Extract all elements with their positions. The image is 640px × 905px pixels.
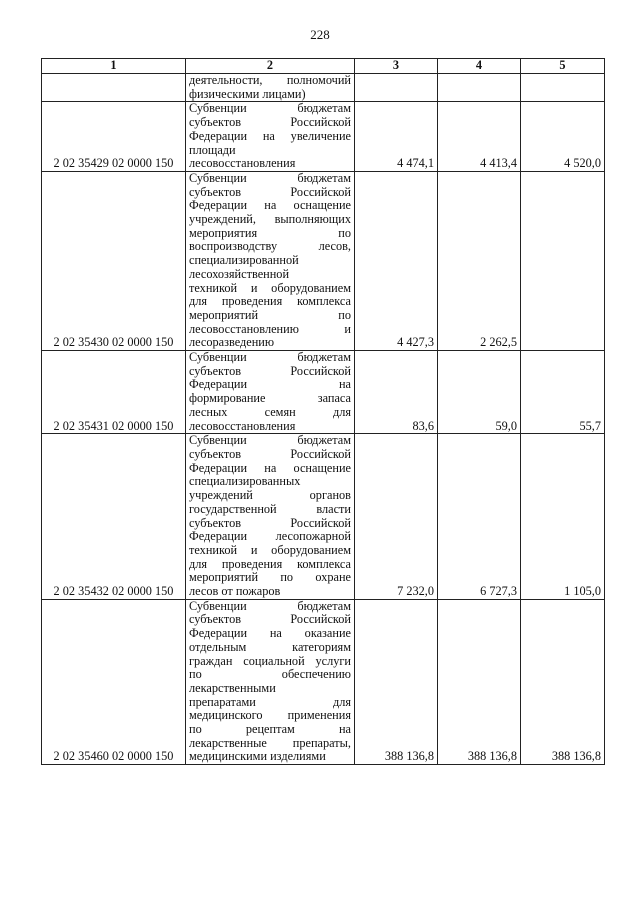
amount-column-3: 388 136,8 (355, 599, 438, 764)
income-description (186, 171, 355, 350)
description-line: лесовосстановлению и (189, 321, 351, 336)
description-line: лесохозяйственной (189, 266, 290, 281)
description-line: деятельности, полномочий (189, 73, 351, 87)
description-line: Федерации на оказание (189, 626, 351, 641)
amount-column-5: 55,7 (521, 351, 605, 434)
description-line: учреждений, выполняющих (189, 212, 351, 227)
description-line: учреждений органов (189, 488, 351, 503)
description-line: для проведения комплекса (189, 294, 351, 309)
description-line: препаратами для (189, 694, 351, 709)
table-row (42, 434, 605, 599)
amount-column-3: 4 474,1 (355, 102, 438, 172)
description-line: государственной власти (189, 501, 351, 516)
budget-code: 2 02 35460 02 0000 150 (42, 599, 186, 764)
description-line: техникой и оборудованием (189, 280, 351, 295)
amount-column-4: 2 262,5 (438, 171, 521, 350)
column-header-5: 5 (521, 59, 605, 74)
description-line: медицинскими изделиями (189, 749, 326, 764)
table-row (42, 351, 605, 434)
table-row (42, 102, 605, 172)
description-line: субъектов Российской (189, 446, 351, 461)
table-row (42, 599, 605, 764)
amount-column-3: 83,6 (355, 351, 438, 434)
income-description (186, 434, 355, 599)
description-line: лесов от пожаров (189, 584, 281, 599)
description-line: медицинского применения (189, 708, 351, 723)
column-header-4: 4 (438, 59, 521, 74)
description-line: мероприятий по охране (189, 570, 351, 585)
budget-code: 2 02 35431 02 0000 150 (42, 351, 186, 434)
description-line: Федерации на оснащение (189, 198, 351, 213)
budget-code: 2 02 35429 02 0000 150 (42, 102, 186, 172)
description-line: граждан социальной услуги (189, 653, 351, 668)
description-line: лесовосстановления (189, 156, 296, 171)
description-line: Субвенции бюджетам (189, 433, 351, 448)
description-line: для проведения комплекса (189, 556, 351, 571)
budget-code: 2 02 35430 02 0000 150 (42, 171, 186, 350)
income-description (186, 351, 355, 434)
description-line: субъектов Российской (189, 612, 351, 627)
table-row (42, 171, 605, 350)
amount-column-3: 7 232,0 (355, 434, 438, 599)
description-line: субъектов Российской (189, 115, 351, 130)
description-line: субъектов Российской (189, 515, 351, 530)
amount-column-5 (521, 171, 605, 350)
description-line: Субвенции бюджетам (189, 101, 351, 116)
description-line: Субвенции бюджетам (189, 350, 351, 365)
description-line: специализированной (189, 253, 299, 268)
amount-column-3: 4 427,3 (355, 171, 438, 350)
income-description (186, 74, 355, 102)
amount-column-5 (521, 74, 605, 102)
description-line: по обеспечению (189, 667, 351, 682)
description-line: Субвенции бюджетам (189, 170, 351, 185)
description-line: физическими лицами) (189, 86, 306, 101)
column-header-1: 1 (42, 59, 186, 74)
description-line: лесовосстановления (189, 418, 296, 433)
table-body (42, 74, 605, 765)
description-line: лесоразведению (189, 335, 275, 350)
description-line: лесных семян для (189, 404, 351, 419)
budget-table (41, 58, 605, 765)
header-row (42, 59, 605, 74)
amount-column-3 (355, 74, 438, 102)
description-line: отдельным категориям (189, 639, 351, 654)
amount-column-4: 6 727,3 (438, 434, 521, 599)
description-line: Федерации на оснащение (189, 460, 351, 475)
income-description (186, 102, 355, 172)
amount-column-4: 59,0 (438, 351, 521, 434)
column-header-2: 2 (186, 59, 355, 74)
page-number: 228 (310, 27, 330, 42)
column-header-3: 3 (355, 59, 438, 74)
description-line: специализированных (189, 474, 301, 489)
description-line: площади (189, 142, 236, 157)
amount-column-5: 4 520,0 (521, 102, 605, 172)
description-line: Федерации на увеличение (189, 128, 351, 143)
description-line: мероприятий по (189, 307, 351, 322)
description-line: мероприятия по (189, 225, 351, 240)
description-line: лекарственные препараты, (189, 735, 351, 750)
budget-code (42, 74, 186, 102)
budget-code: 2 02 35432 02 0000 150 (42, 434, 186, 599)
description-line: по рецептам на (189, 722, 351, 737)
amount-column-4: 4 413,4 (438, 102, 521, 172)
amount-column-4: 388 136,8 (438, 599, 521, 764)
table-row (42, 74, 605, 102)
amount-column-5: 388 136,8 (521, 599, 605, 764)
description-line: субъектов Российской (189, 363, 351, 378)
description-line: Федерации лесопожарной (189, 529, 351, 544)
description-line: воспроизводству лесов, (189, 239, 351, 254)
description-line: Федерации на (189, 377, 351, 392)
description-line: Субвенции бюджетам (189, 598, 351, 613)
amount-column-5: 1 105,0 (521, 434, 605, 599)
description-line: субъектов Российской (189, 184, 351, 199)
amount-column-4 (438, 74, 521, 102)
income-description (186, 599, 355, 764)
description-line: лекарственными (189, 680, 276, 695)
description-line: техникой и оборудованием (189, 542, 351, 557)
description-line: формирование запаса (189, 391, 351, 406)
